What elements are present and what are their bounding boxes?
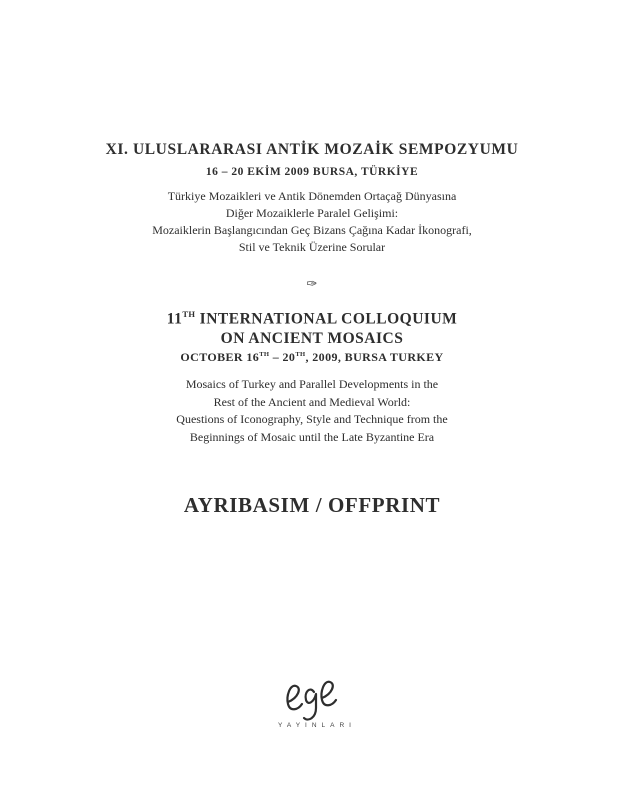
date-part-2: – 20: [269, 350, 296, 364]
title-line-1-rest: INTERNATIONAL COLLOQUIUM: [195, 310, 458, 328]
turkish-subtitle: [0, 188, 624, 256]
turkish-subtitle-line: Diğer Mozaiklerle Paralel Gelişimi:: [225, 206, 399, 220]
ege-logo-icon: [280, 668, 344, 724]
english-title-line-1: [0, 304, 624, 329]
english-subtitle-line: Rest of the Ancient and Medieval World:: [213, 394, 411, 409]
ornament-divider: ✑: [306, 276, 318, 291]
english-subtitle: [0, 376, 624, 446]
english-subtitle-line: Mosaics of Turkey and Parallel Developments in the: [185, 377, 439, 391]
turkish-symposium-title: XI. ULUSLARARASI ANTİK MOZAİK SEMPOZYUMU: [105, 141, 519, 158]
turkish-subtitle-line: Türkiye Mozaikleri ve Antik Dönemden Ortaçağ Dünyasına: [167, 189, 457, 203]
offprint-heading: AYRIBASIM / OFFPRINT: [183, 493, 441, 517]
date-part-3: , 2009, BURSA TURKEY: [305, 350, 444, 364]
publisher-name: YAYINLARI: [278, 722, 356, 729]
title-number: 11: [166, 310, 183, 328]
date-part-1: OCTOBER 16: [180, 350, 260, 364]
title-suffix: TH: [182, 309, 196, 319]
turkish-symposium-date: 16 – 20 EKİM 2009 BURSA, TÜRKİYE: [205, 166, 419, 178]
english-title-line-2: ON ANCIENT MOSAICS: [220, 330, 404, 348]
turkish-subtitle-line: Mozaiklerin Başlangıcından Geç Bizans Çağına Kadar İkonografi,: [152, 223, 472, 237]
english-subtitle-line: Questions of Iconography, Style and Technique from the: [176, 412, 448, 426]
english-colloquium-title: [0, 304, 624, 349]
english-colloquium-date: [0, 350, 624, 365]
turkish-subtitle-line: Stil ve Teknik Üzerine Sorular: [238, 240, 386, 254]
date-sup-1: TH: [259, 351, 270, 359]
date-sup-2: TH: [295, 351, 306, 359]
english-subtitle-line: Beginnings of Mosaic until the Late Byzantine Era: [189, 429, 435, 444]
